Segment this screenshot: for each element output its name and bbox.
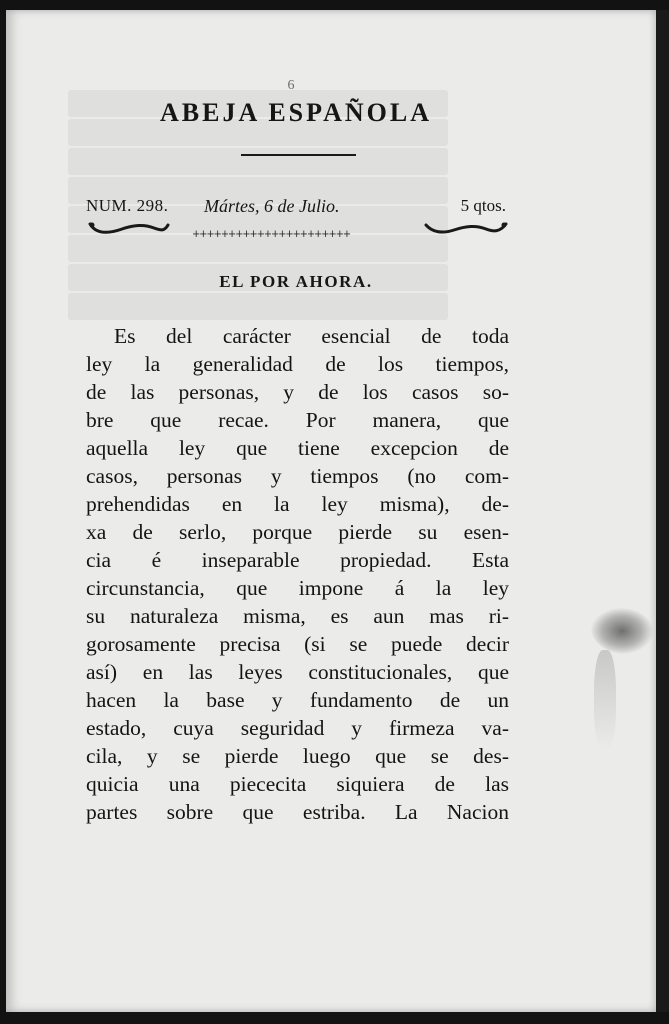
ink-stain-trail [594,650,616,750]
body-line: xa de serlo, porque pierde su esen- [86,520,509,544]
body-line: cila, y se pierde luego que se des- [86,744,509,768]
newspaper-title: ABEJA ESPAÑOLA [160,98,432,127]
right-swash-ornament [424,220,508,238]
body-line: circunstancia, que impone á la ley [86,576,509,600]
body-line: de las personas, y de los casos so- [86,380,509,404]
issue-price: 5 qtos. [460,196,506,215]
body-line: estado, cuya seguridad y firmeza va- [86,716,509,740]
issue-number: NUM. 298. [86,196,169,215]
article-heading: EL POR AHORA. [219,272,373,291]
title-underline [241,154,356,156]
body-line: hacen la base y fundamento de un [86,688,509,712]
body-line: prehendidas en la ley misma), de- [86,492,509,516]
issue-meta-row [86,196,506,222]
body-line: ley la generalidad de los tiempos, [86,352,509,376]
body-line: partes sobre que estriba. La Nacion [86,800,509,824]
body-line: gorosamente precisa (si se puede decir [86,632,509,656]
body-line: quicia una piececita siquiera de las [86,772,509,796]
body-line: casos, personas y tiempos (no com- [86,464,509,488]
article-body [86,322,509,826]
body-line: así) en las leyes constitucionales, que [86,660,509,684]
page-edge [656,10,669,1012]
page-number: 6 [287,78,295,93]
body-line: aquella ley que tiene excepcion de [86,436,509,460]
ink-stain [591,608,653,654]
body-line: bre que recae. Por manera, que [86,408,509,432]
body-line: cia é inseparable propiedad. Esta [86,548,509,572]
body-line: su naturaleza misma, es aun mas ri- [86,604,509,628]
body-line: Es del carácter esencial de toda [114,324,509,348]
left-swash-ornament [88,220,170,238]
issue-date: Mártes, 6 de Julio. [204,196,340,216]
decorative-divider: ++++++++++++++++++++++ [192,229,350,240]
